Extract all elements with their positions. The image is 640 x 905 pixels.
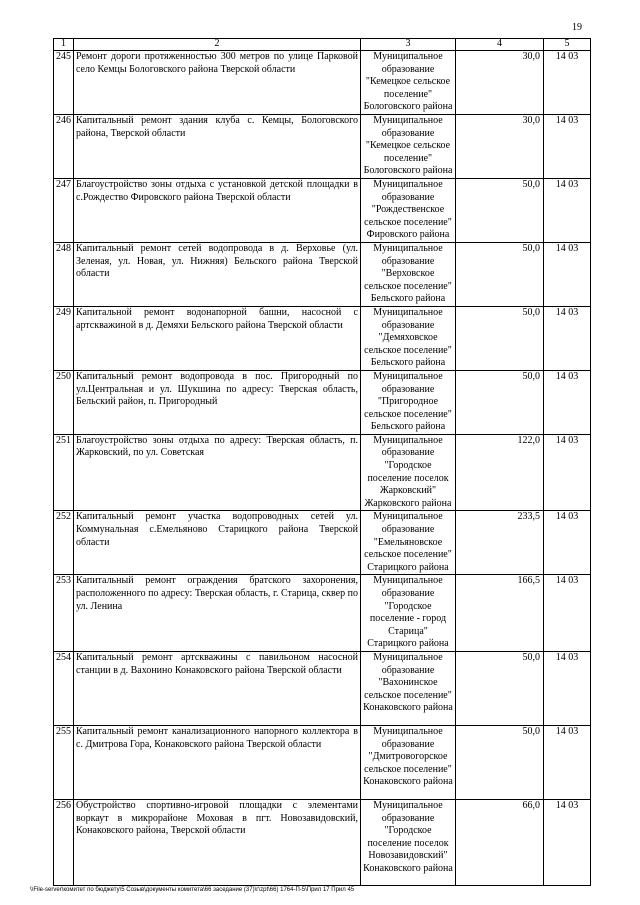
item-description: Капитальный ремонт здания клуба с. Кемцы, Бологовского района, Тверской области	[74, 115, 361, 179]
recipient-organization: Муниципальное образование "Емельяновское сельское поселение" Старицкого района	[361, 511, 456, 575]
item-description: Капитальный ремонт ограждения братского захоронения, расположенного по адресу: Тверская область, г. Старица, сквер по ул. Ленина	[74, 575, 361, 652]
table-row	[54, 306, 591, 370]
recipient-organization: Муниципальное образование "Городское поселение - город Старица" Старицкого района	[361, 575, 456, 652]
row-number: 255	[54, 725, 74, 799]
item-description: Обустройство спортивно-игровой площадки с элементами воркаут в микрорайоне Моховая в пгт. Новозавидовский, Конаковского района, Тверской области	[74, 799, 361, 885]
budget-code: 14 03	[544, 651, 591, 725]
recipient-organization: Муниципальное образование "Городское поселение поселок Жарковский" Жарковского района	[361, 434, 456, 511]
recipient-organization: Муниципальное образование "Пригородное сельское поселение" Бельского района	[361, 370, 456, 434]
budget-code: 14 03	[544, 575, 591, 652]
amount-value: 50,0	[456, 179, 544, 243]
item-description: Ремонт дороги протяженностью 300 метров по улице Парковой село Кемцы Бологовского района Тверской области	[74, 51, 361, 115]
amount-value: 122,0	[456, 434, 544, 511]
row-number: 252	[54, 511, 74, 575]
budget-code: 14 03	[544, 306, 591, 370]
header-cell: 5	[544, 39, 591, 51]
item-description: Капитальный ремонт участка водопроводных сетей ул. Коммунальная с.Емельяново Старицкого района Тверской области	[74, 511, 361, 575]
amount-value: 66,0	[456, 799, 544, 885]
budget-code: 14 03	[544, 511, 591, 575]
budget-code: 14 03	[544, 725, 591, 799]
row-number: 248	[54, 242, 74, 306]
table-row	[54, 725, 591, 799]
recipient-organization: Муниципальное образование "Городское поселение поселок Новозавидовский" Конаковского района	[361, 799, 456, 885]
amount-value: 50,0	[456, 651, 544, 725]
row-number: 253	[54, 575, 74, 652]
row-number: 250	[54, 370, 74, 434]
amount-value: 50,0	[456, 725, 544, 799]
table-row	[54, 179, 591, 243]
item-description: Капитальный ремонт артскважины с павильоном насосной станции в д. Вахонино Конаковского района Тверской области	[74, 651, 361, 725]
amount-value: 50,0	[456, 370, 544, 434]
item-description: Благоустройство зоны отдыха с установкой детской площадки в с.Рождество Фировского района Тверской области	[74, 179, 361, 243]
budget-code: 14 03	[544, 370, 591, 434]
row-number: 246	[54, 115, 74, 179]
amount-value: 30,0	[456, 115, 544, 179]
item-description: Капитальный ремонт водопровода в пос. Пригородный по ул.Центральная и ул. Шукшина по адресу: Тверская область, Бельский район, п. Пригородный	[74, 370, 361, 434]
row-number: 254	[54, 651, 74, 725]
row-number: 247	[54, 179, 74, 243]
row-number: 251	[54, 434, 74, 511]
budget-code: 14 03	[544, 115, 591, 179]
item-description: Капитальный ремонт канализационного напорного коллектора в с. Дмитрова Гора, Конаковского района Тверской области	[74, 725, 361, 799]
table-row	[54, 799, 591, 885]
recipient-organization: Муниципальное образование "Кемецкое сельское поселение" Бологовского района	[361, 51, 456, 115]
table-row	[54, 651, 591, 725]
amount-value: 50,0	[456, 242, 544, 306]
budget-code: 14 03	[544, 434, 591, 511]
row-number: 249	[54, 306, 74, 370]
header-cell: 4	[456, 39, 544, 51]
header-cell: 1	[54, 39, 74, 51]
table-row	[54, 242, 591, 306]
header-cell: 2	[74, 39, 361, 51]
table-row	[54, 115, 591, 179]
amount-value: 30,0	[456, 51, 544, 115]
amount-value: 166,5	[456, 575, 544, 652]
budget-code: 14 03	[544, 242, 591, 306]
table-row	[54, 370, 591, 434]
budget-code: 14 03	[544, 179, 591, 243]
table-row	[54, 434, 591, 511]
budget-code: 14 03	[544, 51, 591, 115]
recipient-organization: Муниципальное образование "Кемецкое сельское поселение" Бологовского района	[361, 115, 456, 179]
table-row	[54, 575, 591, 652]
item-description: Благоустройство зоны отдыха по адресу: Тверская область, п. Жарковский, по ул. Советская	[74, 434, 361, 511]
recipient-organization: Муниципальное образование "Демяховское сельское поселение" Бельского района	[361, 306, 456, 370]
amount-value: 233,5	[456, 511, 544, 575]
amount-value: 50,0	[456, 306, 544, 370]
header-cell: 3	[361, 39, 456, 51]
footer-file-path: \\File-server\комитет по бюджету\5 Созыв\документы комитета\66 заседание (37)\г\zpt\66) 1764-П-5\Прил 17 Прил 45	[30, 887, 355, 893]
row-number: 256	[54, 799, 74, 885]
recipient-organization: Муниципальное образование "Дмитровогорское сельское поселение" Конаковского района	[361, 725, 456, 799]
budget-code: 14 03	[544, 799, 591, 885]
recipient-organization: Муниципальное образование "Вахонинское сельское поселение" Конаковского района	[361, 651, 456, 725]
page-number: 19	[572, 22, 582, 33]
recipient-organization: Муниципальное образование "Верховское сельское поселение" Бельского района	[361, 242, 456, 306]
item-description: Капитальный ремонт сетей водопровода в д. Верховье (ул. Зеленая, ул. Новая, ул. Нижняя) Бельского района Тверской области	[74, 242, 361, 306]
table-header-row	[54, 39, 591, 51]
row-number: 245	[54, 51, 74, 115]
table-row	[54, 511, 591, 575]
table-row	[54, 51, 591, 115]
item-description: Капитальной ремонт водонапорной башни, насосной с артскважиной в д. Демяхи Бельского района Тверской области	[74, 306, 361, 370]
appendix-table	[53, 38, 591, 886]
recipient-organization: Муниципальное образование "Рождественское сельское поселение" Фировского района	[361, 179, 456, 243]
